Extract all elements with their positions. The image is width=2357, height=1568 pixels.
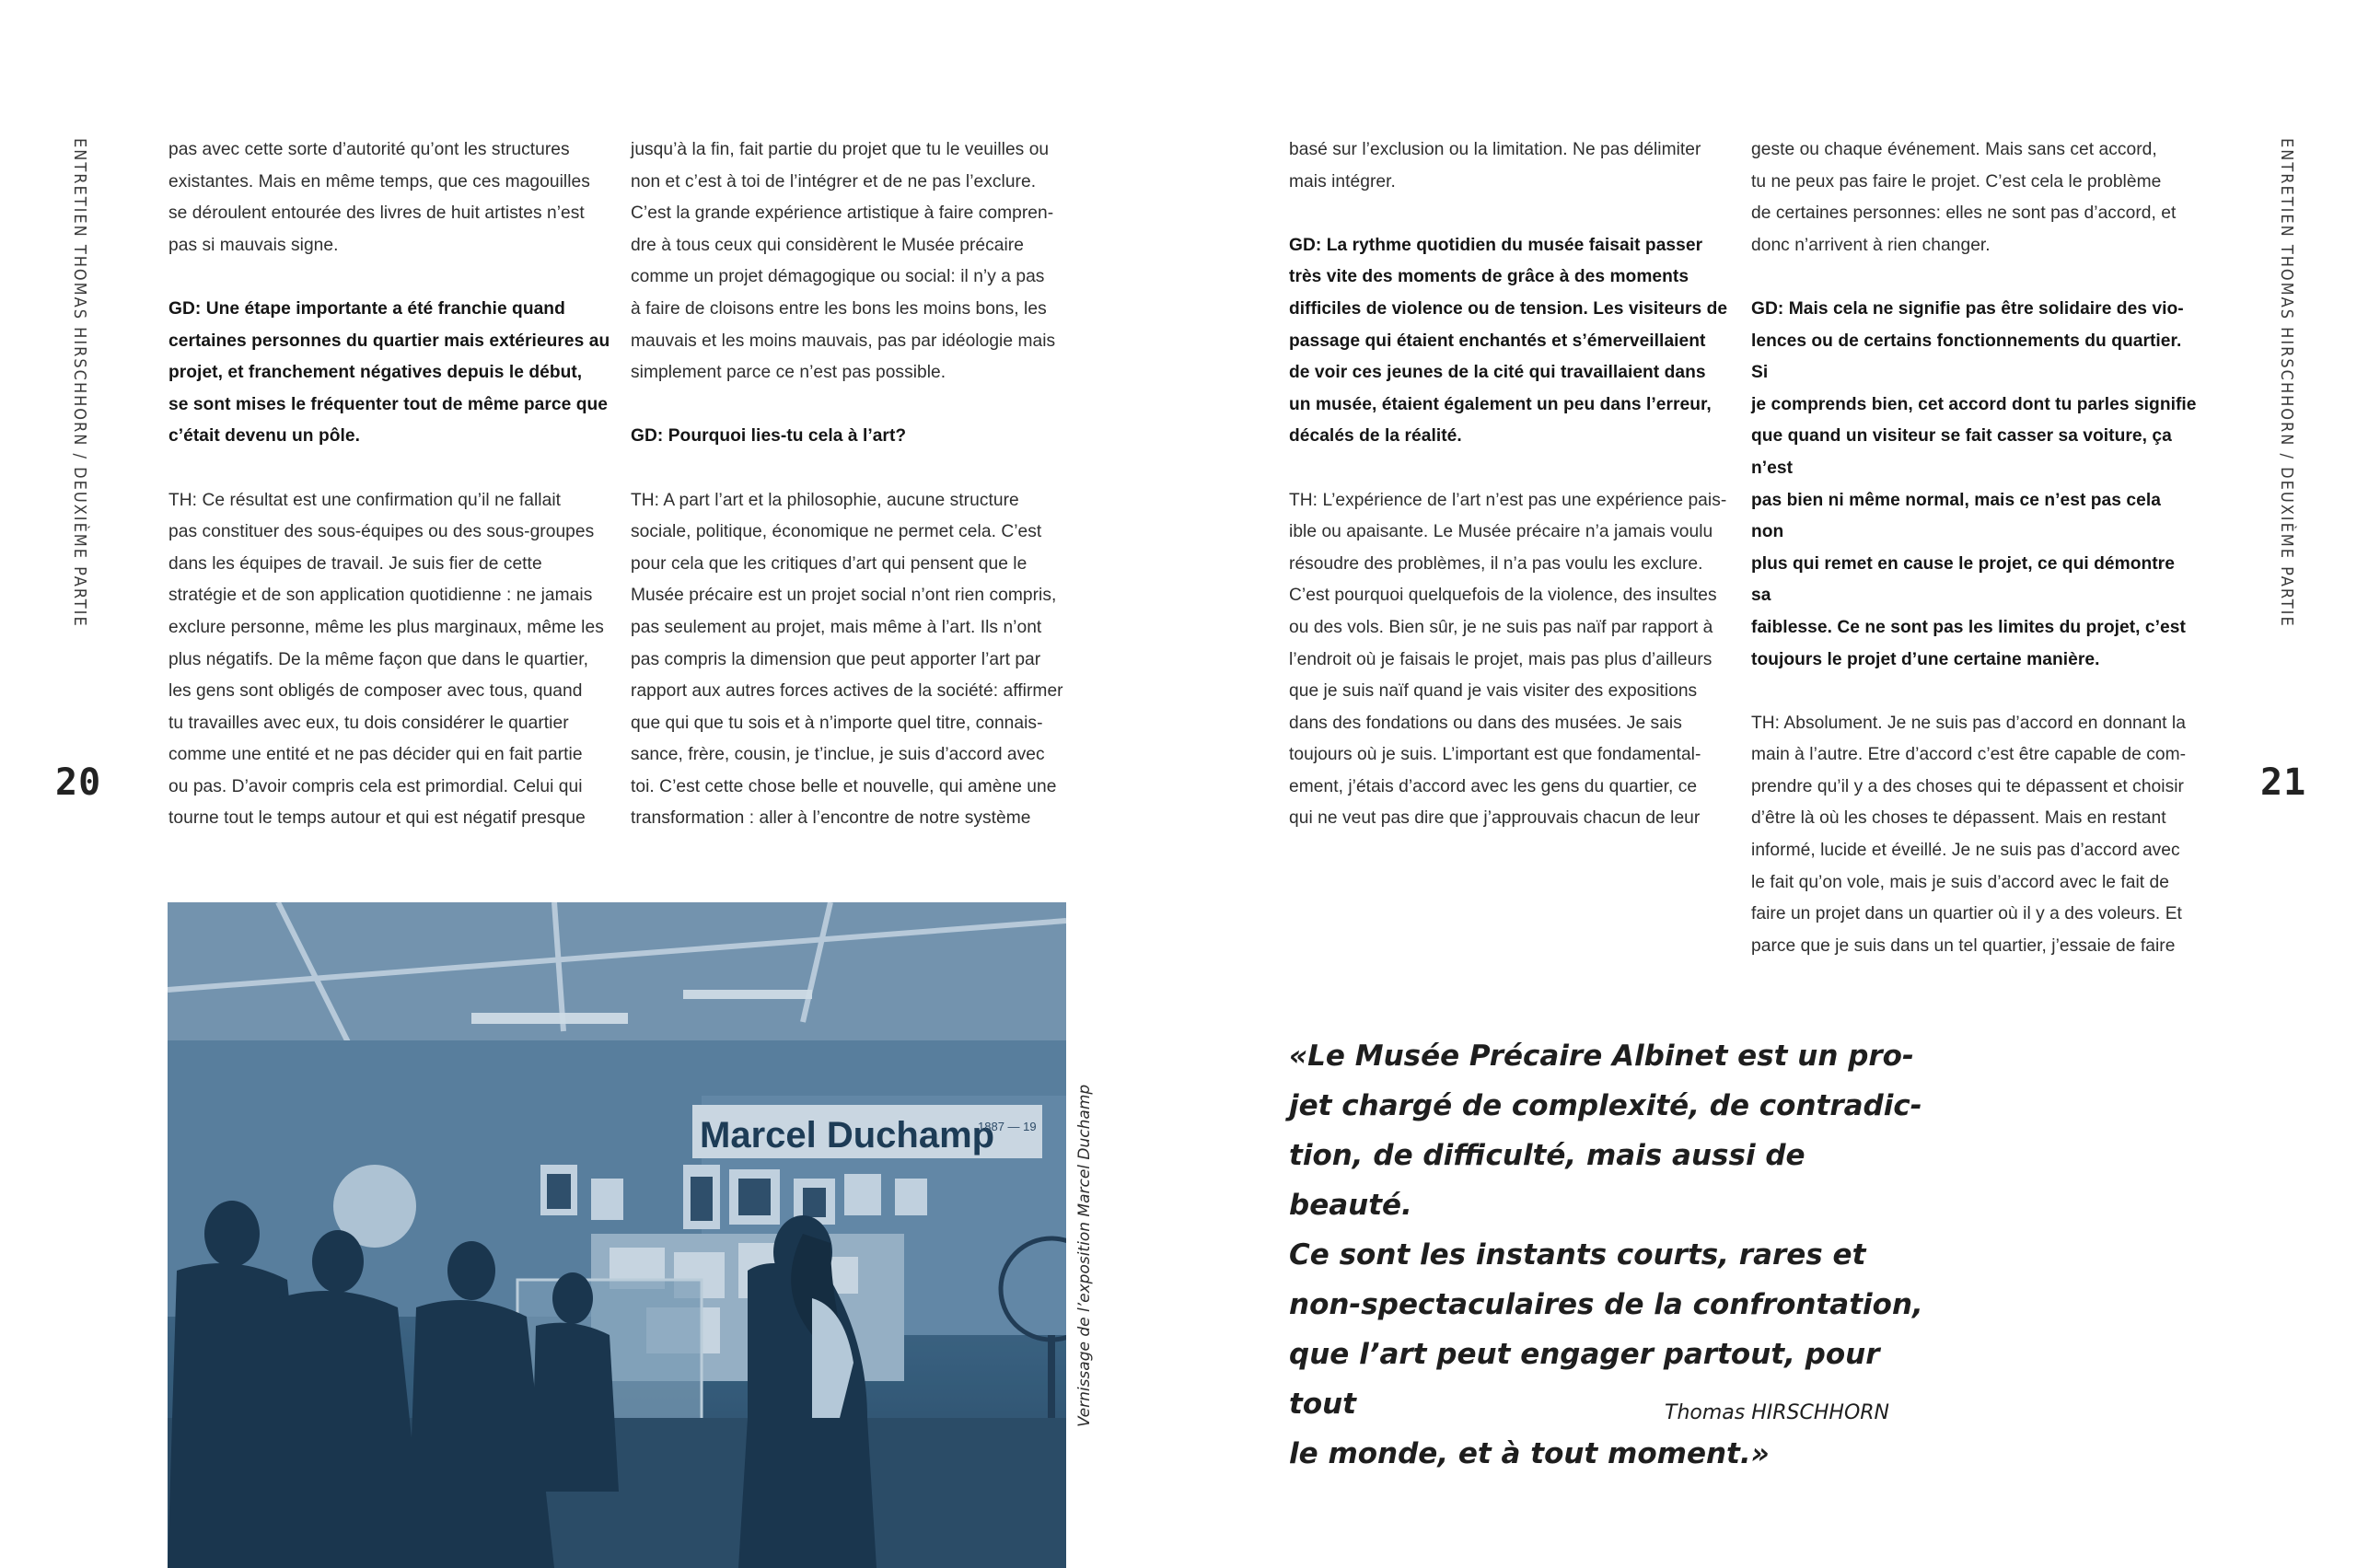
interview-paragraph: basé sur l’exclusion ou la limitation. Ne pas délimiter mais intégrer. [1289, 140, 1701, 192]
interview-paragraph: geste ou chaque événement. Mais sans cet accord, tu ne peux pas faire le projet. C’est cela le problème de certaines personnes: elles ne sont pas d’accord, et donc n’arrivent à rien changer. [1751, 140, 2177, 255]
exhibition-photo [168, 902, 1066, 1568]
running-header-left: ENTRETIEN THOMAS HIRSCHHORN / DEUXIÈME PARTIE [70, 138, 89, 628]
interview-question: GD: Mais cela ne signifie pas être solidaire des vio- lences ou de certains fonctionnements du quartier. Si je comprends bien, cet accord dont tu parles signifie que quand un visiteur se fait casser sa voiture, ça n’est pas bien ni même normal, mais ce n’est pas cela non plus qui remet en cause le projet, ce qui démontre sa faiblesse. Ce ne sont pas les limites du projet, c’est toujours le projet d’une certaine manière. [1751, 298, 2197, 669]
sign-dates: 1887 — 19 [978, 1120, 1037, 1133]
text-column-1 [168, 134, 615, 835]
text-column-4 [1751, 134, 2198, 962]
photo-caption: Vernissage de l’exposition Marcel Duchamp [1075, 1084, 1094, 1427]
pull-quote-author: Thomas HIRSCHHORN [1665, 1401, 1889, 1424]
running-header-right: ENTRETIEN THOMAS HIRSCHHORN / DEUXIÈME PARTIE [2277, 138, 2296, 628]
interview-question: GD: Une étape importante a été franchie quand certaines personnes du quartier mais extérieures au projet, et franchement négatives depuis le début, se sont mises le fréquenter tout de même parce que c’était devenu un pôle. [168, 298, 610, 447]
interview-paragraph: TH: Absolument. Je ne suis pas d’accord en donnant la main à l’autre. Etre d’accord c’est être capable de com- prendre qu’il y a des choses qui te dépassent et choisir d’être là où les choses te dépassent. Mais en restant informé, lucide et éveillé. Je ne suis pas d’accord avec le fait qu’on vole, mais je suis d’accord avec le fait de faire un projet dans un quartier où il y a des voleurs. Et parce que je suis dans un tel quartier, j’essaie de faire [1751, 713, 2187, 956]
pull-quote: «Le Musée Précaire Albinet est un pro- jet chargé de complexité, de contradic- tion, de difficulté, mais aussi de beauté. Ce sont les instants courts, rares et non-spectaculaires de la confrontation, que l’art peut engager partout, pour tout le monde, et à tout moment.» [1289, 1040, 1923, 1470]
interview-question: GD: Pourquoi lies-tu cela à l’art? [631, 426, 907, 447]
interview-paragraph: pas avec cette sorte d’autorité qu’ont les structures existantes. Mais en même temps, que ces magouilles se déroulent entourée des livres de huit artistes n’est pas si mauvais signe. [168, 140, 590, 255]
interview-paragraph: TH: Ce résultat est une confirmation qu’il ne fallait pas constituer des sous-équipes ou des sous-groupes dans les équipes de travail. Je suis fier de cette stratégie et de son application quotidienne : ne jamais exclure personne, même les plus marginaux, même les plus négatifs. De la même façon que dans le quartier, les gens sont obligés de composer avec tous, quand tu travailles avec eux, tu dois considérer le quartier comme une entité et ne pas décider qui en fait partie ou pas. D’avoir compris cela est primordial. Celui qui tourne tout le temps autour et qui est négatif presque [168, 490, 604, 829]
interview-paragraph: TH: A part l’art et la philosophie, aucune structure sociale, politique, économique ne permet cela. C’est pour cela que les critiques d’art qui pensent que le Musée précaire est un projet social n’ont rien compris, pas seulement au projet, mais même à l’art. Ils n’ont pas compris la dimension que peut apporter l’art par rapport aux autres forces actives de la société: affirmer que qui que tu sois et à n’importe quel titre, connais- sance, frère, cousin, je t’inclue, je suis d’accord avec toi. C’est cette chose belle et nouvelle, qui amène une transformation : aller à l’encontre de notre système [631, 490, 1063, 829]
interview-paragraph: jusqu’à la fin, fait partie du projet que tu le veuilles ou non et c’est à toi de l’intégrer et de ne pas l’exclure. C’est la grande expérience artistique à faire compren- dre à tous ceux qui considèrent le Musée précaire comme un projet démagogique ou social: il n’y a pas à faire de cloisons entre les bons les moins bons, les mauvais et les moins mauvais, pas par idéologie mais simplement parce ce n’est pas possible. [631, 140, 1056, 383]
interview-paragraph: TH: L’expérience de l’art n’est pas une expérience pais- ible ou apaisante. Le Musée précaire n’a jamais voulu résoudre des problèmes, il n’a pas voulu les exclure. C’est pourquoi quelquefois de la violence, des insultes ou des vols. Bien sûr, je ne suis pas naïf par rapport à l’endroit où je faisais le projet, mais pas plus d’ailleurs que je suis naïf quand je vais visiter des expositions dans des fondations ou dans des musées. Je sais toujours où je suis. L’important est que fondamental- ement, j’étais d’accord avec les gens du quartier, ce qui ne veut pas dire que j’approuvais chacun de leur [1289, 490, 1727, 829]
interview-question: GD: La rythme quotidien du musée faisait passer très vite des moments de grâce à des moments difficiles de violence ou de tension. Les visiteurs de passage qui étaient enchantés et s’émerveillaient de voir ces jeunes de la cité qui travaillaient dans un musée, étaient également un peu dans l’erreur, décalés de la réalité. [1289, 235, 1728, 447]
page-number-right: 21 [2260, 761, 2307, 804]
page-number-left: 20 [55, 761, 102, 804]
text-column-3 [1289, 134, 1736, 835]
text-column-2 [631, 134, 1077, 835]
sign-text: Marcel Duchamp [700, 1115, 995, 1156]
